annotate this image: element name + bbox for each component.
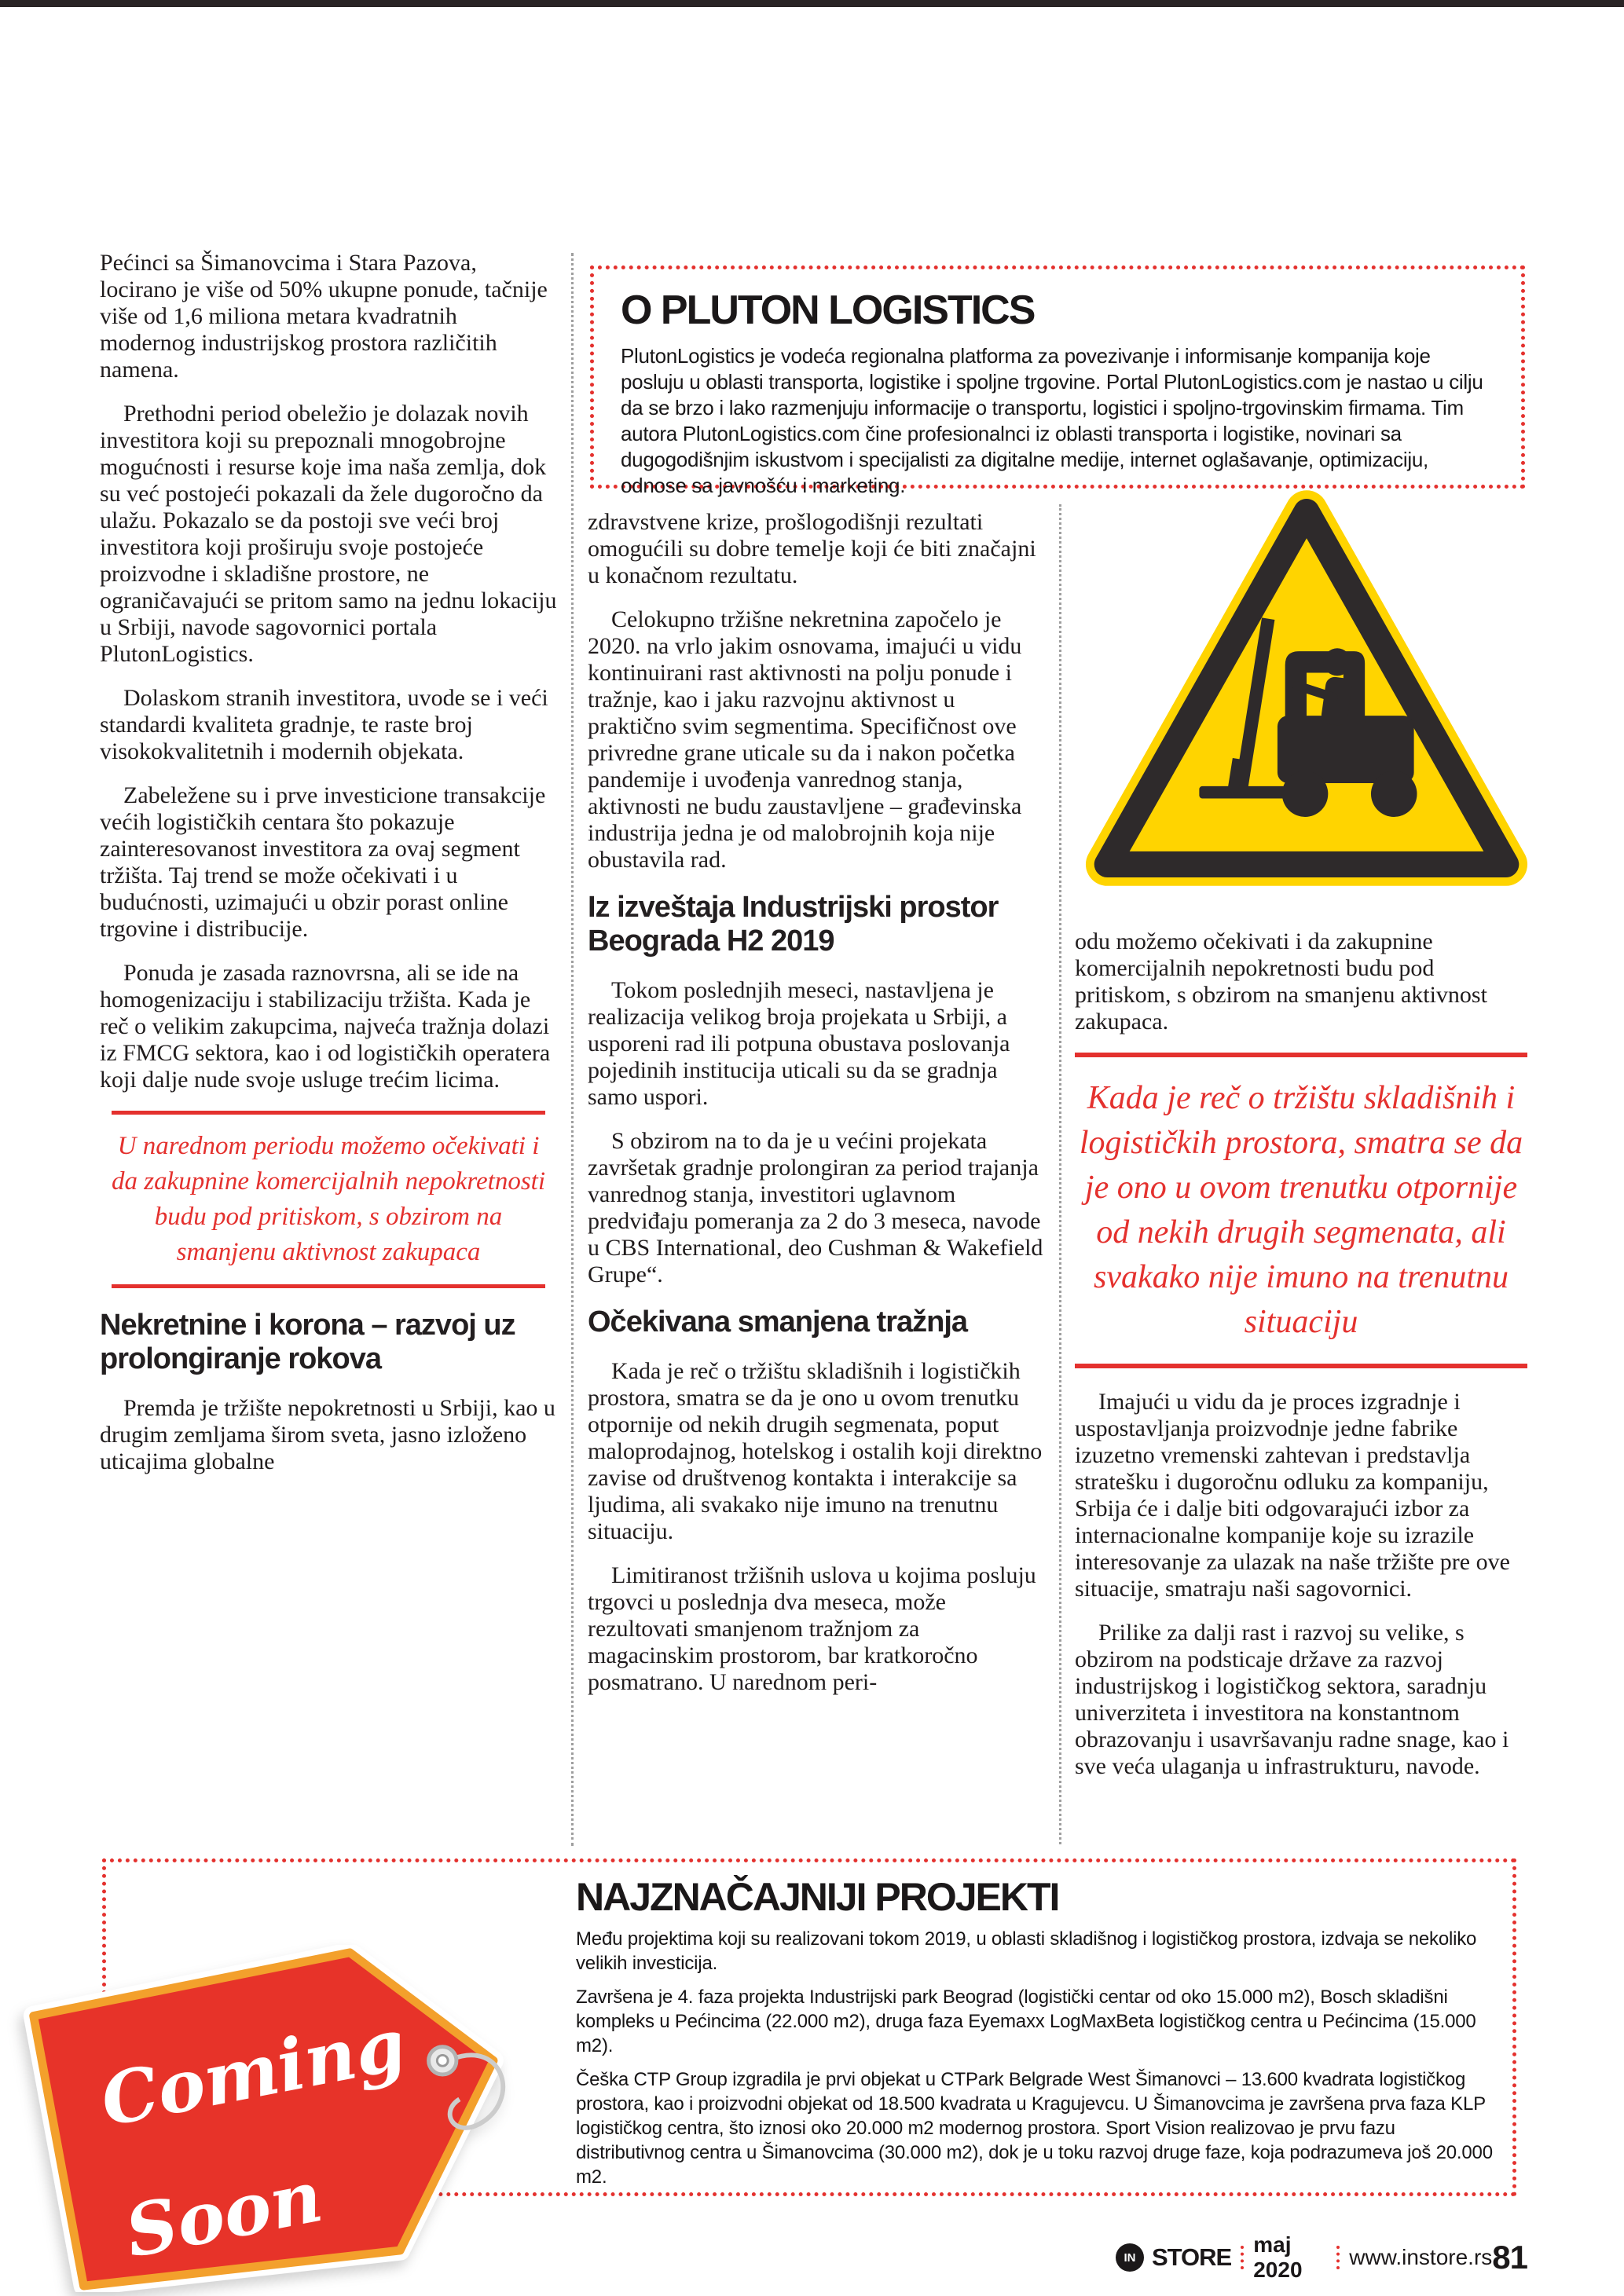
paragraph: Tokom poslednjih meseci, nastavljena je realizacija velikog broja projekata u Srbiji, a usporeni rad ili potpuna obustava poslovanja pojedinih institucija uticali su da se gradnja samo uspori. [588, 977, 1010, 1110]
paragraph: Zabeležene su i prve investicione transakcije većih logističkih centara što pokazuje zainteresovanost investitora za ovaj segment tržišta. Taj trend se može očekivati i u budućnosti, uzimajući u obzir porast online trgovine i distribucije. [100, 782, 546, 942]
pull-quote-block [1075, 1053, 1527, 1368]
info-box-title: O PLUTON LOGISTICS [621, 287, 1035, 333]
footer-separator [1336, 2246, 1340, 2269]
pull-quote-block [100, 1111, 557, 1288]
article-column-3 [1075, 928, 1527, 1797]
paragraph: Imajući u vidu da je proces izgradnje i uspostavljanja proizvodnje jedne fabrike izuzetno vremenski zahtevan i predstavlja stratešku i dugoročnu odluku za kompaniju, Srbija će i dalje biti odgovarajući izbor za internacionalne kompanije koje su izrazile interesovanje za ulazak na naše tržište pre ove situacije, smatraju naši sagovornici. [1075, 1389, 1510, 1602]
forklift-warning-icon [1084, 489, 1529, 888]
paragraph: Prethodni period obeležio je dolazak novih investitora koji su prepoznali mnogobrojne mogućnosti i resurse koje ima naša zemlja, dok su već postojeći pokazali da žele dugoročno da ulažu. Pokazalo se da postoji sve veći broj investitora koji proširuju svoje postojeće proizvodne i skladišne prostore, ne ograničavajući se pritom samo na jednu lokaciju u Srbiji, navode sagovornici portala PlutonLogistics. [100, 401, 557, 667]
tag-text-line1: Coming [94, 2002, 412, 2144]
paragraph: Ponuda je zasada raznovrsna, ali se ide na homogenizaciju i stabilizaciju tržišta. Kada je reč o velikim zakupcima, najveća tražnja dolazi iz FMCG sektora, kao i od logističkih operatera koji dalje nude svoje usluge trećim licima. [100, 960, 551, 1093]
paragraph: Završena je 4. faza projekta Industrijski park Beograd (logistički centar od oko 15.000 m2), Bosch skladišni kompleks u Pećincima (22.000 m2), druga faza Eyemaxx LogMaxBeta logističkog centra u Pećincima (15.000 m2). [576, 1987, 1476, 2056]
page-number: 81 [1492, 2239, 1527, 2276]
instore-logo-icon: IN [1116, 2243, 1144, 2272]
info-box-pluton-logistics [590, 265, 1525, 497]
top-rule [0, 0, 1624, 7]
article-column-1 [100, 250, 557, 1492]
paragraph: Limitiranost tržišnih uslova u kojima posluju trgovci u poslednja dva meseca, može rezultovati smanjenom tražnjom za magacinskim prostorom, bar kratkoročno posmatrano. U narednom peri- [588, 1562, 1036, 1695]
column-separator [1059, 504, 1061, 1844]
quote-rule-bottom [1075, 1364, 1527, 1368]
coming-soon-tag-graphic [8, 1945, 507, 2292]
paragraph: Češka CTP Group izgradila je prvi objekat u CTPark Belgrade West Šimanovci – 13.600 kvadrata logističkog prostora, kao i proizvodni objekat od 18.500 kvadrata u Kragujevcu. U Šimanovcima je završena prva faza KLP logističkog centra, što iznosi oko 20.000 m2 modernog prostora. Sport Vision realizovao je prvu fazu distributivnog centra u Šimanovcima (30.000 m2), dok je u toku razvoj druge faze, koja podrazumeva još 20.000 m2. [576, 2069, 1493, 2188]
paragraph: zdravstvene krize, prošlogodišnji rezultati omogućili su dobre temelje koji će biti značajni u konačnom rezultatu. [588, 509, 1036, 588]
pull-quote: U narednom periodu možemo očekivati i da zakupnine komercijalnih nepokretnosti budu pod pritiskom, s obzirom na smanjenu aktivnost zakupaca [111, 1132, 546, 1266]
paragraph: Premda je tržište nepokretnosti u Srbiji, kao u drugim zemljama širom sveta, jasno izloženo uticajima globalne [100, 1395, 555, 1474]
info-box-body: PlutonLogistics je vodeća regionalna platforma za povezivanje i informisanje kompanija koje posluju u oblasti transporta, logistike i spoljne trgovine. Portal PlutonLogistics.com je nastao u cilju da se brzo i lako razmenjuju informacije o transportu, logistici i spoljno-trgovinskim firmama. Tim autora PlutonLogistics.com čine profesionalnci iz oblasti transporta i logistike, novinari sa dugogodišnjim iskustvom i specijalisti za digitalne medije, internet oglašavanje, optimizaciju, odnose sa javnošću i marketing. [621, 344, 1483, 497]
paragraph: Dolaskom stranih investitora, uvode se i veći standardi kvaliteta gradnje, te raste broj visokokvalitetnih i modernih objekata. [100, 685, 548, 764]
section-heading: Nekretnine i korona – razvoj uz prolongiranje rokova [100, 1309, 515, 1375]
section-heading: Očekivana smanjena tražnja [588, 1305, 968, 1338]
quote-rule-bottom [112, 1284, 546, 1288]
forklift-warning-sign-graphic [1084, 489, 1529, 888]
projects-box-text [576, 1875, 1505, 2199]
footer-issue: maj 2020 [1253, 2232, 1303, 2282]
projects-box-title: NAJZNAČAJNIJI PROJEKTI [576, 1875, 1059, 1919]
paragraph: Kada je reč o tržištu skladišnih i logističkih prostora, smatra se da je ono u ovom trenutku otpornije od nekih drugih segmenata, poput maloprodajnog, hotelskog i ostalih koji direktno zavise od društvenog kontakta i interakcije sa ljudima, ali svakako nije imuno na trenutnu situaciju. [588, 1358, 1043, 1544]
paragraph: Pećinci sa Šimanovcima i Stara Pazova, locirano je više od 50% ukupne ponude, tačnije više od 1,6 miliona metara kvadratnih modernog industrijskog prostora različitih namena. [100, 250, 548, 383]
paragraph: Celokupno tržišne nekretnina započelo je 2020. na vrlo jakim osnovama, imajući u vidu kontinuirani rast aktivnosti na polju ponude i tražnje, kao i jaku razvojnu aktivnost u praktično svim segmentima. Specifičnost ove privredne grane uticale su da i nakon početka pandemije i uvođenja vanrednog stanja, aktivnosti ne budu zaustavljene – građevinska industrija jedna je od malobrojnih koja nije obustavila rad. [588, 606, 1022, 873]
pull-quote: Kada je reč o tržištu skladišnih i logističkih prostora, smatra se da je ono u ovom trenutku otpornije od nekih drugih segmenata, ali svakako nije imuno na trenutnu situaciju [1079, 1080, 1523, 1340]
page-footer [1116, 2232, 1527, 2282]
footer-separator [1241, 2246, 1244, 2269]
paragraph: S obzirom na to da je u većini projekata završetak gradnje prolongiran za period trajanja vanrednog stanja, investitori uglavnom predviđaju pomeranja za 2 do 3 meseca, navode u CBS International, deo Cushman & Wakefield Grupe“. [588, 1128, 1043, 1287]
paragraph: odu možemo očekivati i da zakupnine komercijalnih nepokretnosti budu pod pritiskom, s obzirom na smanjenu aktivnost zakupaca. [1075, 928, 1487, 1034]
section-heading: Iz izveštaja Industrijski prostor Beograda H2 2019 [588, 891, 999, 958]
paragraph: Među projektima koji su realizovani tokom 2019, u oblasti skladišnog i logističkog prostora, izdvaja se nekoliko velikih investicija. [576, 1928, 1477, 1974]
footer-brand: STORE [1152, 2243, 1232, 2271]
tag-text-line2: Soon [119, 2155, 329, 2275]
footer-website: www.instore.rs [1349, 2245, 1493, 2269]
coming-soon-tag [8, 1945, 507, 2292]
paragraph: Prilike za dalji rast i razvoj su velike, s obzirom na podsticaje države za razvoj industrijskog i logističkog sektora, saradnju univerziteta i investitora na konstantnom obrazovanju i usavršavanju radne snage, kao i sve veća ulaganja u infrastrukturu, navode. [1075, 1620, 1509, 1779]
article-column-2 [588, 509, 1047, 1713]
column-separator [571, 253, 574, 1846]
